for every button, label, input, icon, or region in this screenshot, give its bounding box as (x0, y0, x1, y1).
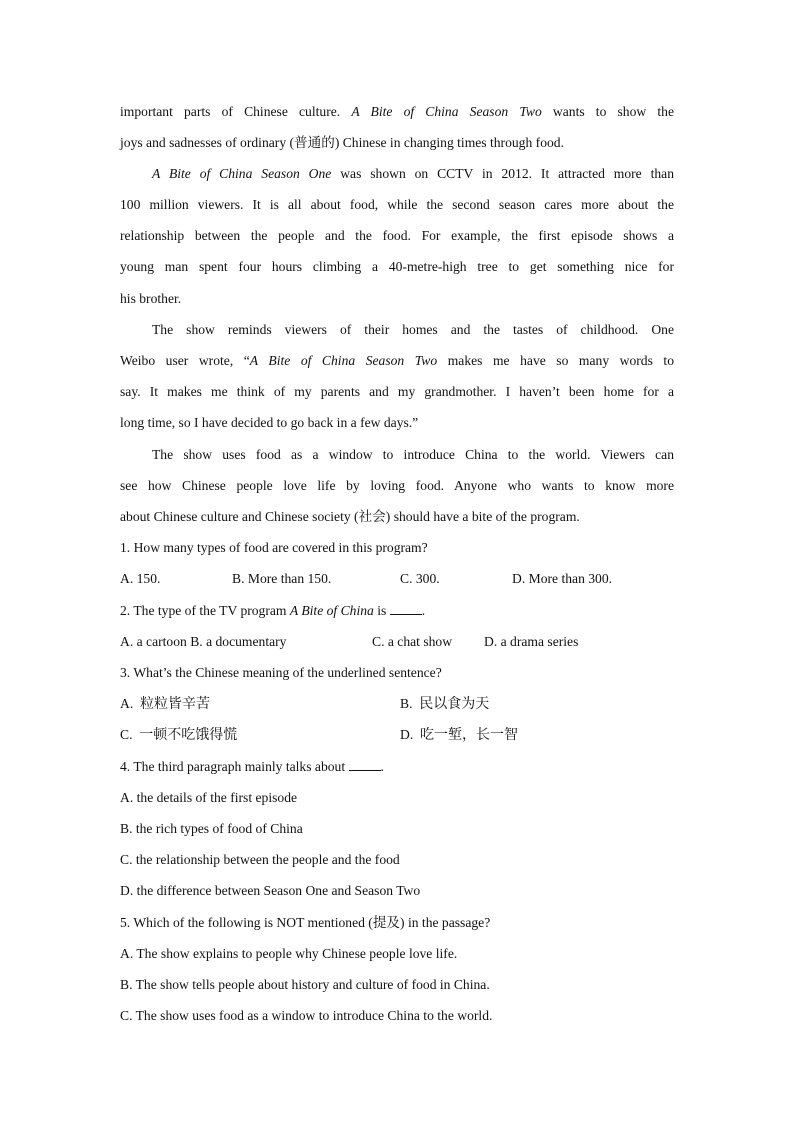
question-4-stem (120, 757, 674, 777)
question-3-option-d (400, 725, 518, 745)
question-2-option-c: C. a chat show (372, 634, 453, 649)
option-text: 民以食为天 (419, 696, 490, 712)
passage-line-5: relationship between the people and the food. For example, the first episode shows a (120, 228, 674, 243)
passage-line-7: his brother. (120, 291, 182, 306)
option-label: D. (400, 727, 414, 742)
passage-line-10: say. It makes me think of my parents and my grandmother. I haven’t been home for a (120, 384, 674, 399)
question-2-options-ab: A. a cartoon B. a documentary (120, 634, 287, 649)
passage-line-3 (152, 164, 674, 184)
question-5-stem: 5. Which of the following is NOT mentioned (提及) in the passage? (120, 915, 491, 930)
passage-line-12: The show uses food as a window to introduce China to the world. Viewers can (152, 447, 674, 462)
question-5-option-b: B. The show tells people about history and culture of food in China. (120, 977, 490, 992)
passage-text: Weibo user wrote, “ (120, 353, 250, 368)
passage-line-6: young man spent four hours climbing a 40-metre-high tree to get something nice for (120, 259, 674, 274)
question-4-option-b: B. the rich types of food of China (120, 821, 303, 836)
passage-line-8: The show reminds viewers of their homes and the tastes of childhood. One (152, 322, 674, 337)
program-title: A Bite of China (289, 603, 374, 618)
passage-text: joys and sadnesses of ordinary (普通的) Chinese in changing times through food. (120, 135, 564, 150)
option-label: C. (120, 727, 133, 742)
program-title: A Bite of China Season Two (249, 353, 438, 368)
question-text: . (421, 603, 426, 618)
passage-line-9 (120, 351, 674, 371)
option-label: A. (120, 696, 134, 711)
passage-line-13: see how Chinese people love life by loving food. Anyone who wants to know more (120, 478, 674, 493)
passage-text: was shown on CCTV in 2012. It attracted more than (331, 166, 674, 181)
program-title: A Bite of China Season One (152, 166, 332, 181)
question-1-option-b: B. More than 150. (232, 571, 332, 586)
question-3-option-a (120, 694, 210, 714)
option-label: B. (400, 696, 413, 711)
option-text: 一顿不吃饿得慌 (139, 727, 238, 743)
answer-blank (349, 758, 381, 771)
program-title: A Bite of China Season Two (351, 104, 542, 119)
passage-line-11: long time, so I have decided to go back in a few days.” (120, 415, 419, 430)
question-5-option-a: A. The show explains to people why Chinese people love life. (120, 946, 458, 961)
question-5-option-c: C. The show uses food as a window to introduce China to the world. (120, 1008, 493, 1023)
passage-text: important parts of Chinese culture. (120, 104, 352, 119)
passage-line-4: 100 million viewers. It is all about food, while the second season cares more about the (120, 197, 674, 212)
question-text: 2. The type of the TV program (120, 603, 290, 618)
question-1-stem: 1. How many types of food are covered in this program? (120, 540, 428, 555)
passage-line-2 (120, 133, 674, 153)
question-3-option-b (400, 694, 489, 714)
passage-text: wants to show the (541, 104, 674, 119)
passage-text: makes me have so many words to (437, 353, 675, 368)
question-text: is (373, 603, 390, 618)
question-4-option-a: A. the details of the first episode (120, 790, 298, 805)
question-1-option-c: C. 300. (400, 571, 440, 586)
question-1-option-a: A. 150. (120, 571, 161, 586)
question-2-stem (120, 601, 674, 621)
option-text: 粒粒皆辛苦 (140, 696, 211, 712)
question-1-option-d: D. More than 300. (512, 571, 613, 586)
passage-line-14: about Chinese culture and Chinese society (社会) should have a bite of the program. (120, 509, 580, 524)
question-text: 4. The third paragraph mainly talks about (120, 759, 349, 774)
question-2-option-d: D. a drama series (484, 634, 579, 649)
question-4-option-c: C. the relationship between the people and the food (120, 852, 400, 867)
answer-blank (390, 602, 422, 615)
question-3-option-c (120, 725, 237, 745)
option-text: 吃一堑，长一智 (420, 727, 519, 743)
question-3-stem: 3. What’s the Chinese meaning of the underlined sentence? (120, 665, 442, 680)
passage-line-1 (120, 102, 674, 122)
question-text: . (380, 759, 384, 774)
question-4-option-d: D. the difference between Season One and Season Two (120, 883, 421, 898)
